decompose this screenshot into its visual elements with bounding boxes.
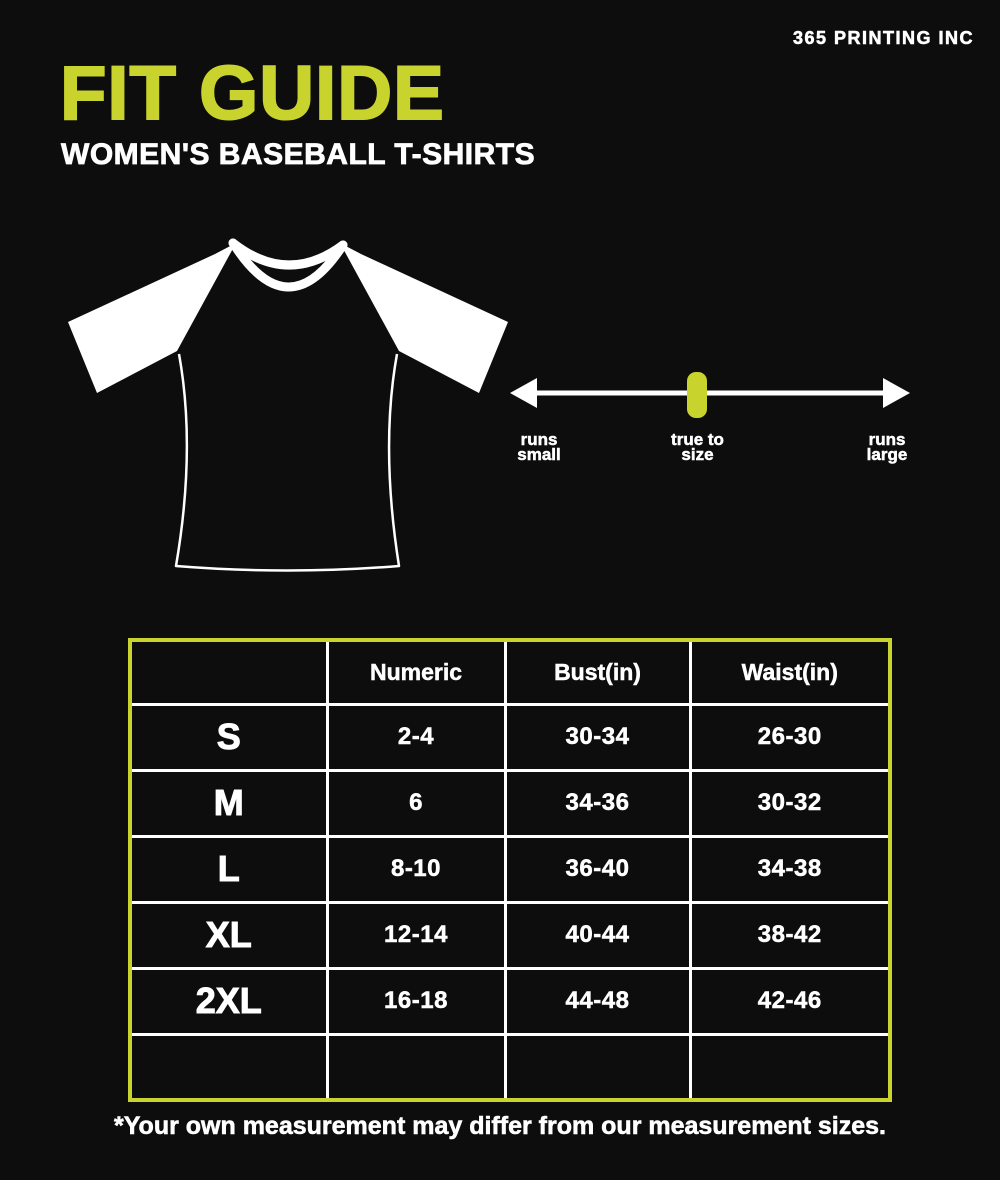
bust-value: 34-36 — [505, 770, 690, 836]
runs-large-label — [845, 432, 929, 462]
numeric-value: 8-10 — [327, 836, 505, 902]
baseball-tee-icon — [55, 230, 515, 580]
numeric-value: 6 — [327, 770, 505, 836]
table-row — [130, 902, 890, 968]
numeric-value: 12-14 — [327, 902, 505, 968]
size-table-grid — [128, 638, 892, 1102]
table-row — [130, 968, 890, 1034]
size-table — [128, 638, 892, 1102]
table-row — [130, 836, 890, 902]
table-header-row — [130, 640, 890, 704]
header-size — [130, 640, 327, 704]
page-title: FIT GUIDE — [60, 51, 445, 136]
size-label — [130, 1034, 327, 1100]
numeric-value: 16-18 — [327, 968, 505, 1034]
measurement-disclaimer: *Your own measurement may differ from our measurement sizes. — [114, 1112, 886, 1140]
true-to-size-line2: size — [681, 445, 714, 464]
brand-name: 365 PRINTING INC — [792, 28, 974, 48]
runs-large-line1: runs — [868, 430, 906, 449]
bust-value: 30-34 — [505, 704, 690, 770]
true-to-size-label — [650, 432, 745, 462]
size-label: M — [130, 770, 327, 836]
bust-value: 36-40 — [505, 836, 690, 902]
table-row — [130, 704, 890, 770]
runs-small-line1: runs — [520, 430, 558, 449]
size-label: XL — [130, 902, 327, 968]
header-numeric: Numeric — [327, 640, 505, 704]
table-row-empty — [130, 1034, 890, 1100]
bust-value: 40-44 — [505, 902, 690, 968]
waist-value: 38-42 — [690, 902, 890, 968]
size-label: S — [130, 704, 327, 770]
waist-value: 30-32 — [690, 770, 890, 836]
waist-value: 26-30 — [690, 704, 890, 770]
true-to-size-line1: true to — [671, 430, 724, 449]
numeric-value: 2-4 — [327, 704, 505, 770]
numeric-value — [327, 1034, 505, 1100]
waist-value — [690, 1034, 890, 1100]
bust-value: 44-48 — [505, 968, 690, 1034]
fit-scale-arrow-icon — [505, 373, 915, 413]
size-label: L — [130, 836, 327, 902]
runs-small-label — [500, 432, 578, 462]
waist-value: 42-46 — [690, 968, 890, 1034]
runs-large-line2: large — [866, 445, 908, 464]
page-subtitle: WOMEN'S BASEBALL T-SHIRTS — [61, 138, 536, 171]
bust-value — [505, 1034, 690, 1100]
size-label: 2XL — [130, 968, 327, 1034]
runs-small-line2: small — [517, 445, 561, 464]
table-row — [130, 770, 890, 836]
header-bust: Bust(in) — [505, 640, 690, 704]
header-waist: Waist(in) — [690, 640, 890, 704]
waist-value: 34-38 — [690, 836, 890, 902]
true-to-size-marker — [687, 372, 707, 418]
